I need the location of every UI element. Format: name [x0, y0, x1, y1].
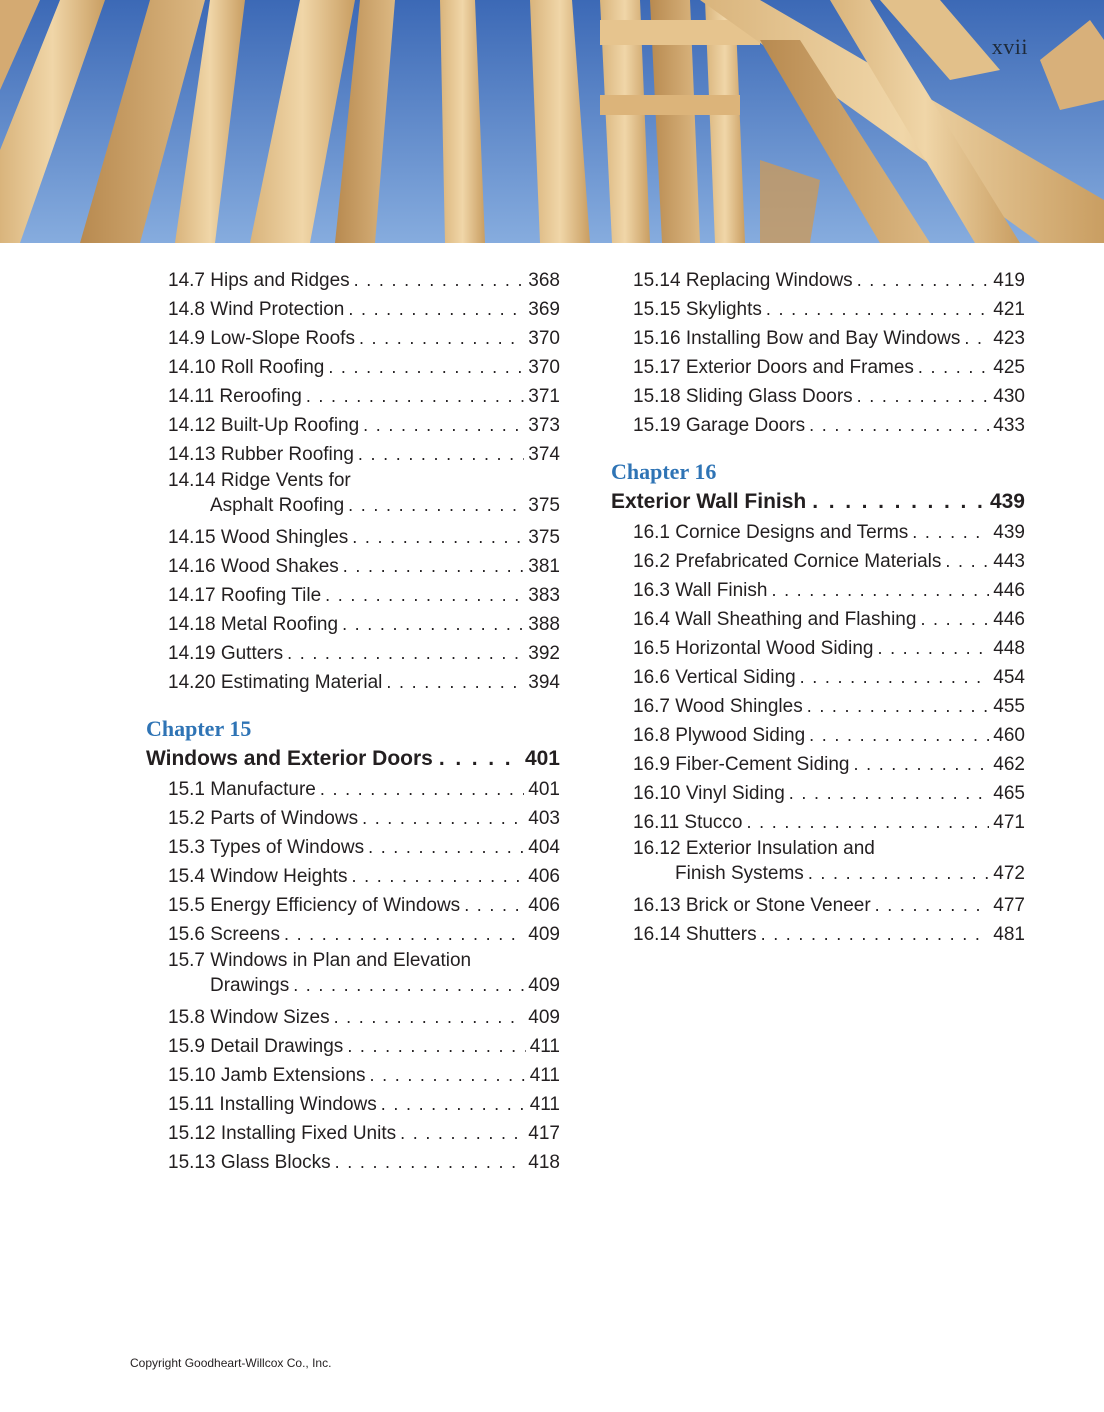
toc-entry[interactable]	[146, 295, 560, 324]
dot-leader	[854, 750, 990, 779]
entry-page: 454	[993, 667, 1025, 688]
toc-entry[interactable]	[611, 411, 1025, 440]
entry-title: 16.14 Shutters	[633, 924, 757, 945]
entry-title: 16.2 Prefabricated Cornice Materials	[633, 551, 942, 572]
entry-page: 411	[529, 1036, 560, 1057]
dot-leader	[362, 804, 524, 833]
entry-page: 409	[528, 1007, 560, 1028]
dot-leader	[771, 576, 989, 605]
entry-page: 421	[993, 299, 1025, 320]
dot-leader	[363, 411, 524, 440]
entry-page: 409	[528, 975, 560, 996]
chapter-page: 401	[524, 747, 560, 770]
entry-page: 448	[993, 638, 1025, 659]
dot-leader	[342, 610, 524, 639]
entry-page: 404	[528, 837, 560, 858]
chapter-label: Chapter 16	[611, 459, 717, 484]
dot-leader	[284, 920, 524, 949]
chapter-title[interactable]	[146, 743, 560, 775]
entry-title: 16.13 Brick or Stone Veneer	[633, 895, 871, 916]
chapter-title[interactable]	[611, 486, 1025, 518]
dot-leader	[293, 973, 524, 997]
entry-page: 460	[993, 725, 1025, 746]
entry-title-cont: Finish Systems	[675, 863, 804, 884]
entry-page: 368	[528, 270, 560, 291]
entry-page: 401	[528, 779, 560, 800]
toc-entry[interactable]	[146, 610, 560, 639]
entry-title: 15.9 Detail Drawings	[168, 1036, 344, 1057]
dot-leader	[325, 581, 524, 610]
entry-title: 15.2 Parts of Windows	[168, 808, 359, 829]
dot-leader	[809, 721, 989, 750]
dot-leader	[368, 833, 524, 862]
entry-title: 15.19 Garage Doors	[633, 415, 806, 436]
toc-entry[interactable]	[611, 353, 1025, 382]
dot-leader	[789, 779, 990, 808]
dot-leader	[808, 861, 989, 885]
toc-entry[interactable]	[611, 518, 1025, 547]
entry-title: 14.7 Hips and Ridges	[168, 270, 350, 291]
toc-entry[interactable]	[146, 266, 560, 295]
toc-entry[interactable]	[611, 750, 1025, 779]
entry-page: 465	[993, 783, 1025, 804]
page-number: xvii	[991, 34, 1028, 59]
toc-entry[interactable]	[611, 324, 1025, 353]
dot-leader	[352, 523, 524, 552]
entry-page: 411	[529, 1065, 560, 1086]
entry-page: 371	[528, 386, 560, 407]
roof-framing-photo	[0, 0, 1104, 243]
toc-entry[interactable]	[611, 891, 1025, 920]
toc-entry[interactable]	[146, 382, 560, 411]
entry-page: 439	[993, 522, 1025, 543]
entry-page: 430	[993, 386, 1025, 407]
toc-entry[interactable]	[611, 837, 1025, 886]
toc-entry[interactable]	[611, 692, 1025, 721]
entry-title: 14.16 Wood Shakes	[168, 556, 339, 577]
entry-title: 15.14 Replacing Windows	[633, 270, 853, 291]
toc-entry[interactable]	[611, 920, 1025, 949]
dot-leader	[386, 668, 524, 697]
entry-page: 411	[529, 1094, 560, 1115]
toc-left-column	[146, 266, 560, 1177]
entry-page: 419	[993, 270, 1025, 291]
entry-title: 16.9 Fiber-Cement Siding	[633, 754, 850, 775]
toc-entry[interactable]	[611, 634, 1025, 663]
dot-leader	[358, 440, 524, 469]
entry-title-cont: Asphalt Roofing	[210, 495, 345, 516]
entry-page: 423	[993, 328, 1025, 349]
entry-title: 15.1 Manufacture	[168, 779, 316, 800]
toc-entry[interactable]	[146, 775, 560, 804]
entry-page: 373	[528, 415, 560, 436]
entry-page: 375	[528, 495, 560, 516]
dot-leader	[334, 1003, 525, 1032]
dot-leader	[335, 1148, 525, 1177]
toc-entry[interactable]	[146, 949, 560, 998]
toc-entry[interactable]	[611, 547, 1025, 576]
toc-entry[interactable]	[146, 862, 560, 891]
entry-title: 14.9 Low-Slope Roofs	[168, 328, 355, 349]
dot-leader	[812, 486, 984, 518]
entry-title: 15.12 Installing Fixed Units	[168, 1123, 397, 1144]
dot-leader	[328, 353, 524, 382]
toc-entry[interactable]	[146, 1003, 560, 1032]
entry-title: 14.10 Roll Roofing	[168, 357, 325, 378]
dot-leader	[352, 862, 525, 891]
entry-page: 406	[528, 895, 560, 916]
entry-title: 15.4 Window Heights	[168, 866, 348, 887]
toc-entry[interactable]	[146, 411, 560, 440]
entry-title: 14.17 Roofing Tile	[168, 585, 322, 606]
toc-entry[interactable]	[146, 804, 560, 833]
entry-page: 418	[528, 1152, 560, 1173]
entry-title: 14.15 Wood Shingles	[168, 527, 349, 548]
dot-leader	[348, 295, 524, 324]
toc-entry[interactable]	[146, 353, 560, 382]
toc-entry[interactable]	[611, 779, 1025, 808]
entry-page: 383	[528, 585, 560, 606]
chapter-title-text: Windows and Exterior Doors	[146, 747, 433, 770]
toc-entry[interactable]	[146, 440, 560, 469]
entry-page: 455	[993, 696, 1025, 717]
entry-title: 16.8 Plywood Siding	[633, 725, 806, 746]
dot-leader	[809, 411, 989, 440]
entry-title: 15.15 Skylights	[633, 299, 762, 320]
dot-leader	[877, 634, 989, 663]
entry-title: 15.10 Jamb Extensions	[168, 1065, 366, 1086]
toc-entry[interactable]	[611, 663, 1025, 692]
dot-leader	[347, 1032, 525, 1061]
entry-page: 392	[528, 643, 560, 664]
dot-leader	[370, 1061, 526, 1090]
toc-entry[interactable]	[611, 808, 1025, 837]
chapter-page: 439	[989, 490, 1025, 513]
entry-page: 477	[993, 895, 1025, 916]
dot-leader	[354, 266, 525, 295]
toc-entry[interactable]	[146, 552, 560, 581]
entry-page: 381	[528, 556, 560, 577]
chapter-title-text: Exterior Wall Finish	[611, 490, 807, 513]
entry-page: 417	[528, 1123, 560, 1144]
toc-entry[interactable]	[146, 523, 560, 552]
toc-entry[interactable]	[146, 833, 560, 862]
toc-entry[interactable]	[146, 920, 560, 949]
entry-title: 15.18 Sliding Glass Doors	[633, 386, 853, 407]
toc-right-column	[611, 266, 1025, 949]
entry-page: 446	[993, 580, 1025, 601]
entry-title: 14.12 Built-Up Roofing	[168, 415, 360, 436]
entry-title: 15.17 Exterior Doors and Frames	[633, 357, 914, 378]
toc-entry[interactable]	[611, 576, 1025, 605]
entry-title: 16.11 Stucco	[633, 812, 743, 833]
toc-entry[interactable]	[146, 1061, 560, 1090]
dot-leader	[439, 743, 519, 775]
entry-title: 16.6 Vertical Siding	[633, 667, 796, 688]
dot-leader	[857, 382, 990, 411]
entry-title: 15.8 Window Sizes	[168, 1007, 330, 1028]
entry-title: 16.12 Exterior Insulation and	[633, 838, 875, 859]
dot-leader	[912, 518, 989, 547]
toc-entry[interactable]	[146, 1032, 560, 1061]
entry-title: 15.11 Installing Windows	[168, 1094, 377, 1115]
dot-leader	[964, 324, 989, 353]
entry-title: 14.20 Estimating Material	[168, 672, 383, 693]
toc-entry[interactable]	[146, 324, 560, 353]
dot-leader	[348, 493, 524, 517]
dot-leader	[320, 775, 524, 804]
entry-page: 425	[993, 357, 1025, 378]
dot-leader	[306, 382, 524, 411]
dot-leader	[761, 920, 990, 949]
toc-entry[interactable]	[611, 382, 1025, 411]
entry-title: 16.10 Vinyl Siding	[633, 783, 785, 804]
entry-title: 15.5 Energy Efficiency of Windows	[168, 895, 461, 916]
entry-page: 409	[528, 924, 560, 945]
entry-page: 403	[528, 808, 560, 829]
dot-leader	[800, 663, 990, 692]
toc-entry[interactable]	[611, 295, 1025, 324]
entry-title: 14.14 Ridge Vents for	[168, 470, 351, 491]
entry-page: 374	[528, 444, 560, 465]
entry-page: 472	[993, 863, 1025, 884]
dot-leader	[807, 692, 990, 721]
toc-entry[interactable]	[146, 639, 560, 668]
entry-title: 15.7 Windows in Plan and Elevation	[168, 950, 472, 971]
entry-title: 16.3 Wall Finish	[633, 580, 768, 601]
entry-title: 16.1 Cornice Designs and Terms	[633, 522, 909, 543]
entry-page: 370	[528, 357, 560, 378]
toc-entry[interactable]	[611, 605, 1025, 634]
entry-page: 388	[528, 614, 560, 635]
dot-leader	[766, 295, 989, 324]
entry-page: 406	[528, 866, 560, 887]
entry-page: 471	[993, 812, 1025, 833]
entry-title: 14.19 Gutters	[168, 643, 284, 664]
toc-entry[interactable]	[146, 581, 560, 610]
entry-title: 15.3 Types of Windows	[168, 837, 365, 858]
dot-leader	[920, 605, 989, 634]
toc-entry[interactable]	[611, 721, 1025, 750]
entry-title: 15.16 Installing Bow and Bay Windows	[633, 328, 961, 349]
dot-leader	[343, 552, 525, 581]
entry-page: 369	[528, 299, 560, 320]
entry-title: 14.18 Metal Roofing	[168, 614, 339, 635]
dot-leader	[875, 891, 990, 920]
entry-title: 16.7 Wood Shingles	[633, 696, 803, 717]
toc-entry[interactable]	[146, 891, 560, 920]
entry-title: 16.4 Wall Sheathing and Flashing	[633, 609, 917, 630]
entry-title: 15.6 Screens	[168, 924, 280, 945]
dot-leader	[359, 324, 524, 353]
entry-page: 375	[528, 527, 560, 548]
dot-leader	[400, 1119, 524, 1148]
entry-page: 462	[993, 754, 1025, 775]
entry-title: 16.5 Horizontal Wood Siding	[633, 638, 874, 659]
toc-entry[interactable]	[146, 1090, 560, 1119]
dot-leader	[918, 353, 989, 382]
entry-page: 481	[993, 924, 1025, 945]
dot-leader	[945, 547, 989, 576]
dot-leader	[857, 266, 990, 295]
toc-entry[interactable]	[146, 1119, 560, 1148]
toc-entry[interactable]	[611, 266, 1025, 295]
entry-page: 446	[993, 609, 1025, 630]
copyright-notice: Copyright Goodheart-Willcox Co., Inc.	[130, 1356, 332, 1370]
toc-entry[interactable]	[146, 469, 560, 518]
toc-entry[interactable]	[146, 1148, 560, 1177]
dot-leader	[381, 1090, 526, 1119]
entry-title: 14.13 Rubber Roofing	[168, 444, 354, 465]
entry-page: 433	[993, 415, 1025, 436]
dot-leader	[287, 639, 524, 668]
entry-title: 14.11 Reroofing	[168, 386, 302, 407]
dot-leader	[464, 891, 524, 920]
entry-title: 15.13 Glass Blocks	[168, 1152, 331, 1173]
dot-leader	[747, 808, 990, 837]
entry-page: 370	[528, 328, 560, 349]
chapter-label: Chapter 15	[146, 716, 252, 741]
entry-title-cont: Drawings	[210, 975, 290, 996]
entry-page: 443	[993, 551, 1025, 572]
entry-title: 14.8 Wind Protection	[168, 299, 345, 320]
roof-framing-illustration	[0, 0, 1104, 243]
toc-entry[interactable]	[146, 668, 560, 697]
entry-page: 394	[528, 672, 560, 693]
